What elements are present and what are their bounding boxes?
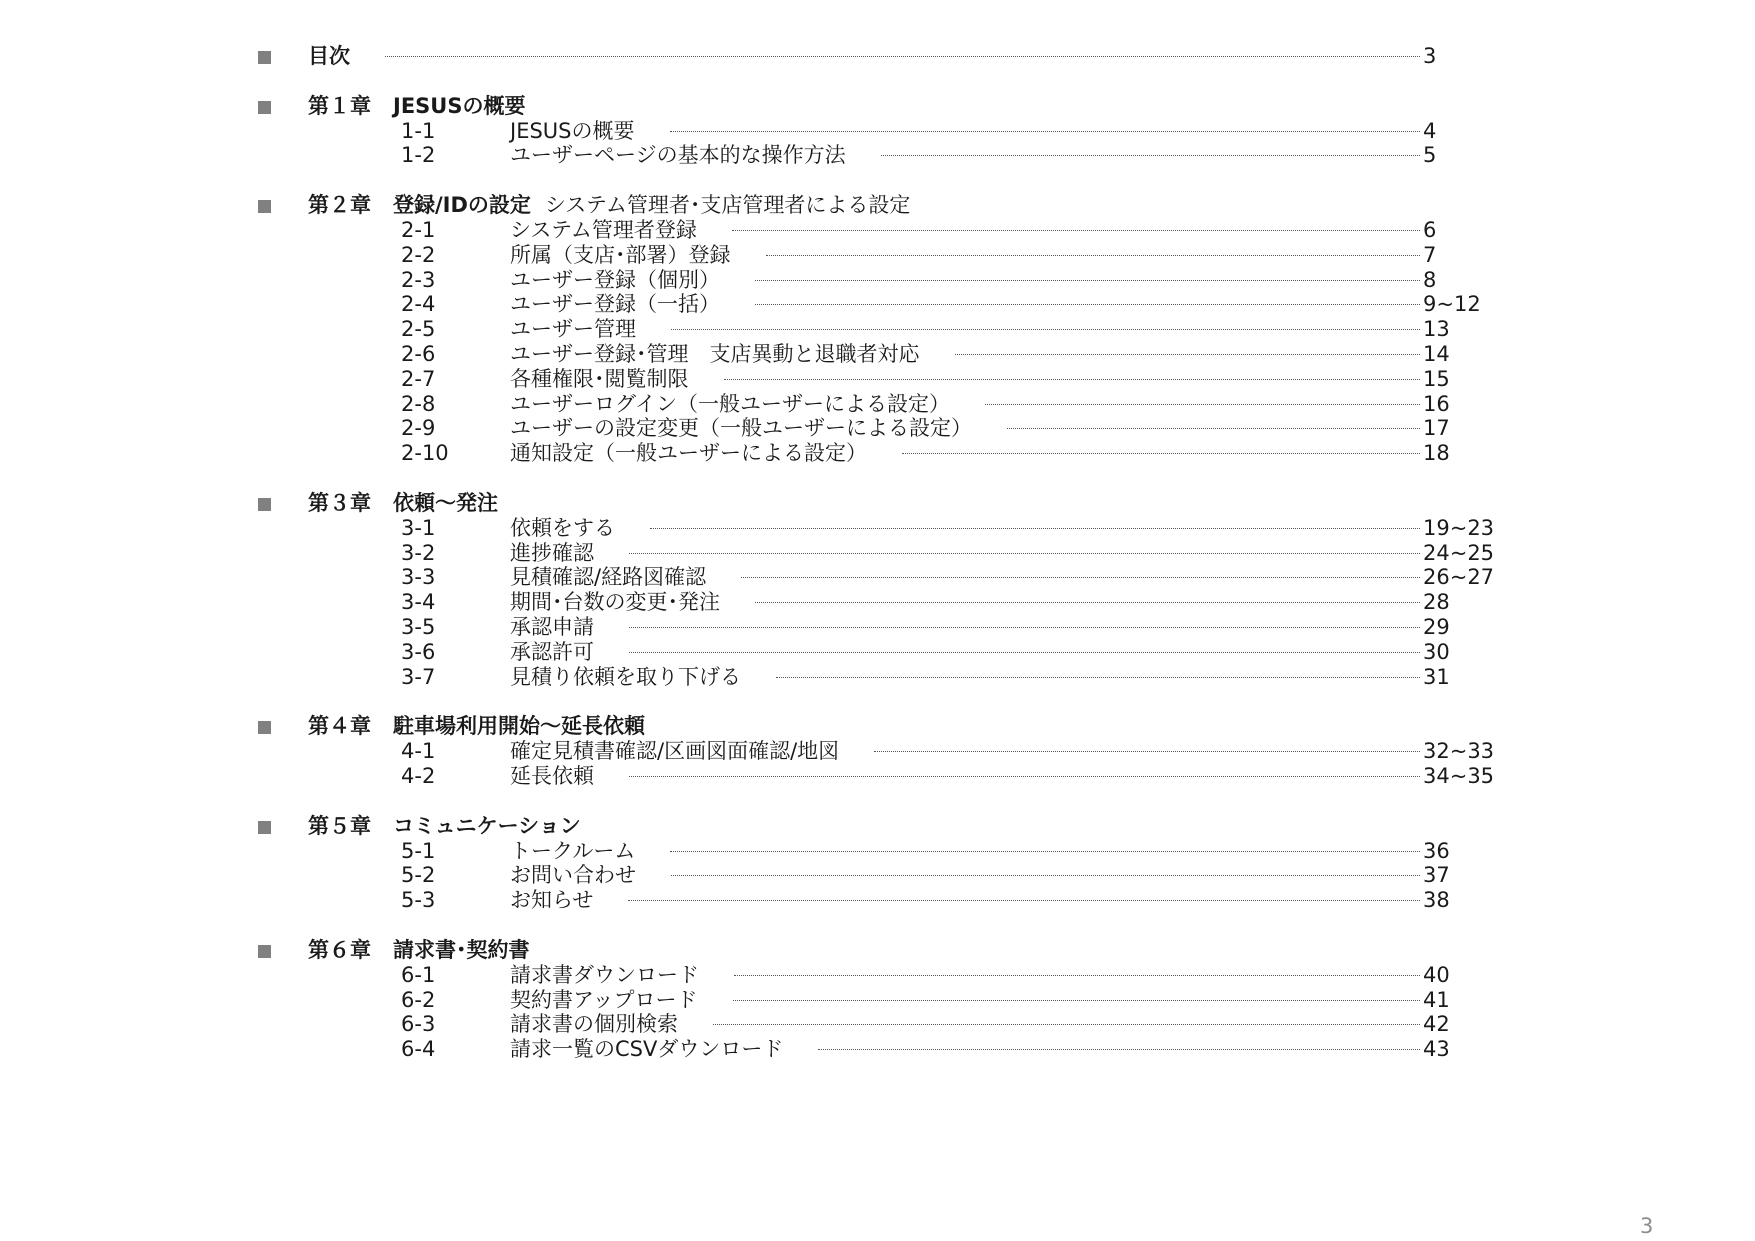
chapter-row bbox=[0, 489, 1755, 517]
section-row bbox=[0, 390, 1755, 418]
dotted-leader bbox=[955, 354, 1420, 355]
section-number: 3-5 bbox=[401, 615, 436, 639]
dotted-leader bbox=[650, 528, 1420, 529]
chapter-title-text: 登録/IDの設定 bbox=[393, 193, 531, 218]
section-page: 13 bbox=[1423, 317, 1450, 342]
section-row bbox=[0, 961, 1755, 989]
section-row bbox=[0, 414, 1755, 442]
section-title: 確定見積書確認/区画図面確認/地図 bbox=[510, 739, 840, 764]
section-page: 17 bbox=[1423, 416, 1450, 441]
dotted-leader bbox=[818, 1049, 1420, 1050]
section-title: ユーザーページの基本的な操作方法 bbox=[510, 143, 846, 168]
section-number: 2-3 bbox=[401, 267, 436, 292]
section-number: 2-7 bbox=[401, 366, 436, 391]
section-row bbox=[0, 563, 1755, 591]
chapter-title bbox=[393, 812, 581, 840]
toc-top-title: 目次 bbox=[308, 44, 350, 68]
section-title: 見積り依頼を取り下げる bbox=[510, 664, 741, 689]
section-title: 契約書アップロード bbox=[510, 987, 698, 1012]
section-row bbox=[0, 241, 1755, 269]
section-page: 32~33 bbox=[1423, 739, 1495, 764]
section-number: 1-1 bbox=[401, 118, 436, 143]
section-number: 2-2 bbox=[401, 242, 436, 267]
section-page: 24~25 bbox=[1423, 540, 1495, 565]
toc-top-page: 3 bbox=[1423, 44, 1437, 68]
chapter-title bbox=[393, 191, 910, 219]
section-row bbox=[0, 861, 1755, 889]
chapter-title bbox=[393, 489, 498, 517]
section-number: 5-3 bbox=[401, 888, 436, 913]
section-row bbox=[0, 762, 1755, 790]
chapter-subtitle: システム管理者･支店管理者による設定 bbox=[544, 193, 911, 218]
section-page: 15 bbox=[1423, 366, 1450, 391]
section-row bbox=[0, 837, 1755, 865]
section-title: 請求書の個別検索 bbox=[510, 1012, 678, 1037]
section-number: 2-10 bbox=[401, 441, 449, 466]
square-bullet-icon bbox=[258, 101, 271, 114]
section-row bbox=[0, 1010, 1755, 1038]
chapter-row bbox=[0, 191, 1755, 219]
chapter-number: 第５章 bbox=[308, 813, 371, 838]
chapter-title-text: JESUSの概要 bbox=[393, 93, 526, 118]
dotted-leader bbox=[755, 304, 1420, 305]
dotted-leader bbox=[671, 329, 1420, 330]
section-row bbox=[0, 1035, 1755, 1063]
chapter-row bbox=[0, 712, 1755, 740]
section-title: ユーザー管理 bbox=[510, 317, 636, 342]
chapter-number: 第１章 bbox=[308, 93, 371, 118]
section-number: 3-4 bbox=[401, 590, 436, 615]
chapter-number: 第４章 bbox=[308, 714, 371, 739]
section-row bbox=[0, 439, 1755, 467]
section-number: 3-6 bbox=[401, 639, 436, 664]
section-page: 5 bbox=[1423, 143, 1437, 168]
section-number: 4-1 bbox=[401, 739, 436, 764]
section-number: 3-7 bbox=[401, 664, 436, 689]
dotted-leader bbox=[385, 56, 1420, 57]
section-number: 2-4 bbox=[401, 292, 436, 317]
section-page: 14 bbox=[1423, 342, 1450, 366]
section-page: 41 bbox=[1423, 987, 1450, 1012]
dotted-leader bbox=[670, 131, 1420, 132]
section-page: 40 bbox=[1423, 962, 1450, 987]
section-title: システム管理者登録 bbox=[510, 218, 697, 242]
chapter-row bbox=[0, 812, 1755, 840]
dotted-leader bbox=[766, 255, 1420, 256]
section-title: お問い合わせ bbox=[510, 863, 636, 888]
section-row bbox=[0, 315, 1755, 343]
section-row bbox=[0, 638, 1755, 666]
section-title: JESUSの概要 bbox=[510, 118, 635, 143]
chapter-number: 第６章 bbox=[308, 938, 371, 962]
section-title: ユーザーの設定変更（一般ユーザーによる設定） bbox=[510, 416, 972, 441]
section-title: 進捗確認 bbox=[510, 540, 594, 565]
dotted-leader bbox=[881, 155, 1420, 156]
section-number: 1-2 bbox=[401, 143, 436, 168]
square-bullet-icon bbox=[258, 945, 271, 958]
dotted-leader bbox=[902, 453, 1420, 454]
section-title: 各種権限･閲覧制限 bbox=[510, 366, 689, 391]
dotted-leader bbox=[724, 379, 1420, 380]
section-number: 5-2 bbox=[401, 863, 436, 888]
dotted-leader bbox=[671, 875, 1420, 876]
section-row bbox=[0, 886, 1755, 914]
chapter-title-text: 駐車場利用開始～延長依頼 bbox=[393, 714, 645, 739]
section-page: 7 bbox=[1423, 242, 1437, 267]
section-page: 36 bbox=[1423, 838, 1450, 863]
dotted-leader bbox=[670, 851, 1420, 852]
section-row bbox=[0, 663, 1755, 691]
section-page: 9~12 bbox=[1423, 292, 1481, 317]
chapter-title-text: コミュニケーション bbox=[393, 813, 581, 838]
square-bullet-icon bbox=[258, 721, 271, 734]
dotted-leader bbox=[755, 602, 1420, 603]
section-title: 承認許可 bbox=[510, 639, 594, 664]
section-page: 42 bbox=[1423, 1012, 1450, 1037]
section-number: 2-9 bbox=[401, 416, 436, 441]
section-page: 19~23 bbox=[1423, 515, 1495, 540]
section-page: 38 bbox=[1423, 888, 1450, 913]
section-number: 6-2 bbox=[401, 987, 436, 1012]
section-page: 4 bbox=[1423, 118, 1437, 143]
section-page: 26~27 bbox=[1423, 565, 1495, 590]
square-bullet-icon bbox=[258, 498, 271, 511]
section-page: 16 bbox=[1423, 391, 1450, 416]
dotted-leader bbox=[732, 230, 1420, 231]
chapter-title bbox=[393, 92, 525, 120]
dotted-leader bbox=[713, 1024, 1420, 1025]
dotted-leader bbox=[629, 776, 1420, 777]
section-number: 2-8 bbox=[401, 391, 436, 416]
dotted-leader bbox=[985, 404, 1420, 405]
section-page: 34~35 bbox=[1423, 764, 1495, 788]
section-title: お知らせ bbox=[510, 888, 594, 913]
section-page: 28 bbox=[1423, 590, 1450, 615]
section-row bbox=[0, 141, 1755, 169]
section-row bbox=[0, 539, 1755, 567]
chapter-title bbox=[393, 712, 645, 740]
section-title: 請求書ダウンロード bbox=[510, 962, 699, 987]
section-page: 6 bbox=[1423, 218, 1437, 242]
section-title: 期間･台数の変更･発注 bbox=[510, 590, 720, 615]
section-number: 5-1 bbox=[401, 838, 436, 863]
dotted-leader bbox=[776, 677, 1420, 678]
dotted-leader bbox=[733, 1000, 1420, 1001]
section-title: トークルーム bbox=[510, 838, 636, 863]
section-number: 2-6 bbox=[401, 342, 436, 366]
page-number: 3 bbox=[1640, 1214, 1654, 1238]
section-title: 見積確認/経路図確認 bbox=[510, 565, 707, 590]
dotted-leader bbox=[874, 751, 1420, 752]
section-row bbox=[0, 737, 1755, 765]
section-title: ユーザー登録（一括） bbox=[510, 292, 720, 317]
section-title: 所属（支店･部署）登録 bbox=[510, 242, 731, 267]
chapter-row bbox=[0, 936, 1755, 964]
section-title: 承認申請 bbox=[510, 615, 594, 639]
chapter-title-text: 依頼～発注 bbox=[393, 491, 498, 515]
section-number: 4-2 bbox=[401, 764, 436, 788]
section-number: 3-1 bbox=[401, 515, 436, 540]
section-title: 依頼をする bbox=[510, 515, 615, 540]
section-row bbox=[0, 340, 1755, 368]
section-row bbox=[0, 588, 1755, 616]
section-title: 通知設定（一般ユーザーによる設定） bbox=[510, 441, 867, 466]
section-title: ユーザー登録･管理 支店異動と退職者対応 bbox=[510, 342, 920, 366]
section-row bbox=[0, 266, 1755, 294]
section-title: ユーザーログイン（一般ユーザーによる設定） bbox=[510, 391, 950, 416]
section-row bbox=[0, 613, 1755, 641]
toc-top-row bbox=[0, 42, 1755, 70]
section-title: ユーザー登録（個別） bbox=[510, 267, 720, 292]
section-page: 8 bbox=[1423, 267, 1437, 292]
chapter-title-text: 請求書･契約書 bbox=[393, 938, 530, 962]
dotted-leader bbox=[734, 975, 1420, 976]
chapter-row bbox=[0, 92, 1755, 120]
section-number: 6-4 bbox=[401, 1037, 436, 1062]
section-page: 18 bbox=[1423, 441, 1450, 466]
dotted-leader bbox=[741, 577, 1420, 578]
dotted-leader bbox=[1007, 428, 1420, 429]
dotted-leader bbox=[629, 652, 1420, 653]
section-title: 請求一覧のCSVダウンロード bbox=[510, 1037, 784, 1062]
chapter-number: 第３章 bbox=[308, 491, 371, 515]
section-page: 30 bbox=[1423, 639, 1450, 664]
section-number: 2-1 bbox=[401, 218, 436, 242]
chapter-number: 第２章 bbox=[308, 193, 371, 218]
section-page: 37 bbox=[1423, 863, 1450, 888]
chapter-title bbox=[393, 936, 530, 964]
section-row bbox=[0, 986, 1755, 1014]
square-bullet-icon bbox=[258, 200, 271, 213]
section-page: 31 bbox=[1423, 664, 1450, 689]
square-bullet-icon bbox=[258, 821, 271, 834]
section-number: 3-2 bbox=[401, 540, 436, 565]
section-row bbox=[0, 117, 1755, 145]
dotted-leader bbox=[755, 280, 1420, 281]
square-bullet-icon bbox=[258, 51, 271, 64]
dotted-leader bbox=[629, 553, 1420, 554]
section-page: 29 bbox=[1423, 615, 1450, 639]
section-row bbox=[0, 290, 1755, 318]
section-number: 6-3 bbox=[401, 1012, 436, 1037]
section-row bbox=[0, 514, 1755, 542]
section-page: 43 bbox=[1423, 1037, 1450, 1062]
section-title: 延長依頼 bbox=[510, 764, 594, 788]
section-number: 6-1 bbox=[401, 962, 436, 987]
dotted-leader bbox=[629, 627, 1420, 628]
section-row bbox=[0, 216, 1755, 244]
section-row bbox=[0, 365, 1755, 393]
dotted-leader bbox=[628, 900, 1420, 901]
section-number: 2-5 bbox=[401, 317, 436, 342]
section-number: 3-3 bbox=[401, 565, 436, 590]
